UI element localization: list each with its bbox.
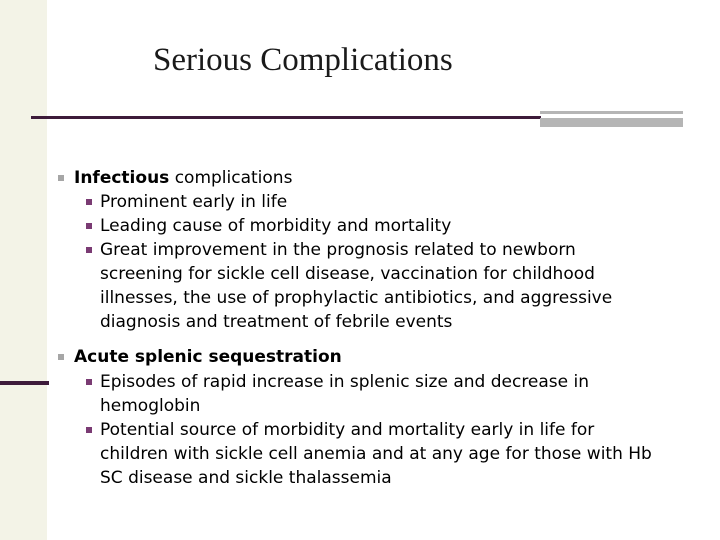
list-item-line: diagnosis and treatment of febrile events xyxy=(100,312,453,332)
sub-bullet-icon xyxy=(86,379,92,385)
list-item-line: illnesses, the use of prophylactic antibiotics, and aggressive xyxy=(100,288,613,308)
sub-bullet-icon xyxy=(86,427,92,433)
list-item-line: hemoglobin xyxy=(100,396,201,416)
slide-title: Serious Complications xyxy=(153,42,453,78)
list-item-line: Potential source of morbidity and mortality early in life for xyxy=(100,420,595,440)
sub-bullet-icon xyxy=(86,199,92,205)
bullet-icon xyxy=(58,354,64,360)
list-item-line: screening for sickle cell disease, vaccination for childhood xyxy=(100,264,595,284)
section-heading: Infectious complications xyxy=(74,168,293,188)
list-item-line: Episodes of rapid increase in splenic size and decrease in xyxy=(100,372,590,392)
list-item: Prominent early in life xyxy=(100,192,288,212)
list-item: Leading cause of morbidity and mortality xyxy=(100,216,452,236)
section-heading: Acute splenic sequestration xyxy=(74,347,342,367)
bullet-icon xyxy=(58,175,64,181)
list-item-line: SC disease and sickle thalassemia xyxy=(100,468,392,488)
sub-bullet-icon xyxy=(86,247,92,253)
list-item-line: children with sickle cell anemia and at any age for those with Hb xyxy=(100,444,652,464)
list-item-line: Great improvement in the prognosis related to newborn xyxy=(100,240,576,260)
sub-bullet-icon xyxy=(86,223,92,229)
